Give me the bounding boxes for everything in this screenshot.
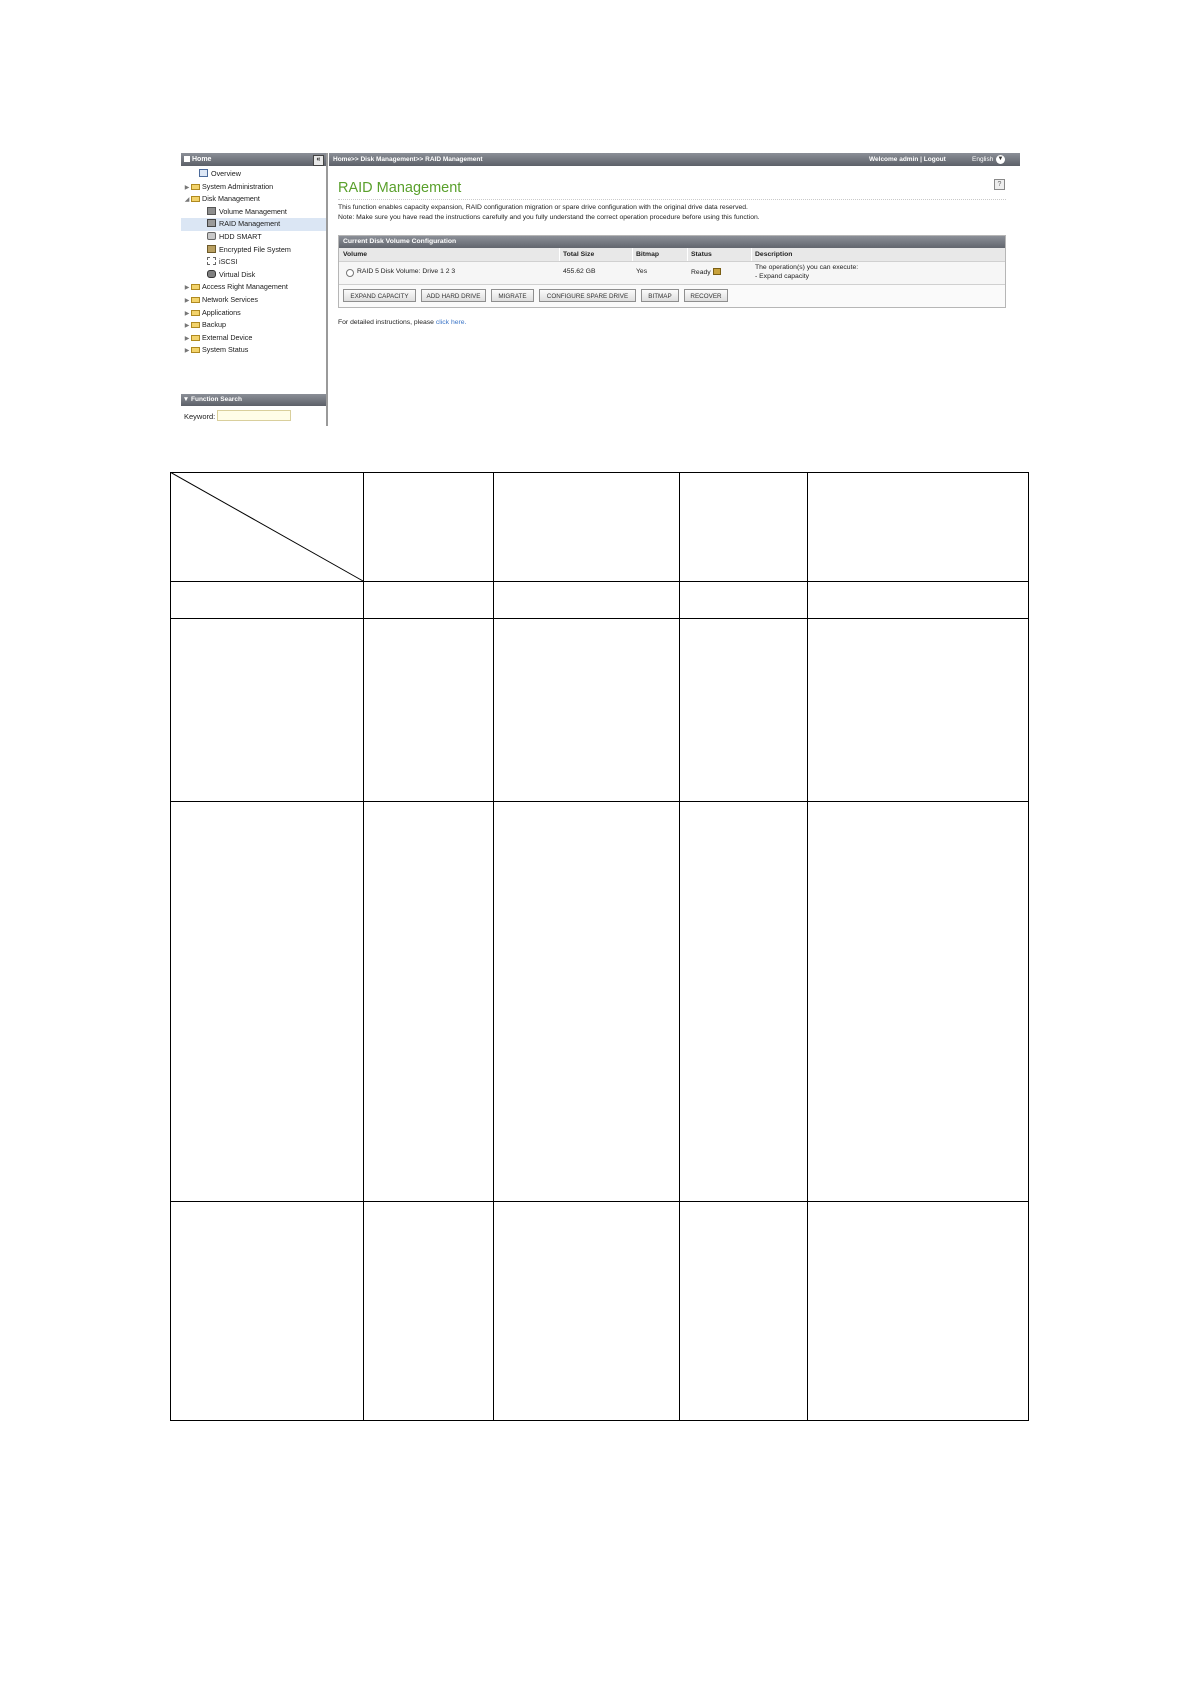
keyword-input[interactable]	[217, 410, 291, 421]
language-select[interactable]: English	[972, 156, 994, 163]
table-border	[171, 473, 1029, 1421]
instructions-prefix: For detailed instructions, please	[338, 319, 436, 326]
lock-icon	[713, 268, 721, 275]
sidebar-item[interactable]	[181, 281, 326, 294]
hdd-icon	[207, 232, 216, 240]
sidebar-item-label: RAID Management	[219, 219, 281, 229]
raid-icon	[207, 219, 216, 227]
volume-radio[interactable]	[346, 269, 354, 277]
volume-configuration-panel	[338, 235, 1006, 308]
raid-management-screenshot	[181, 153, 1020, 426]
sidebar-item[interactable]	[181, 218, 326, 231]
description-line-1: The operation(s) you can execute:	[755, 264, 859, 271]
bitmap-button[interactable]: BITMAP	[641, 289, 679, 302]
sidebar-item[interactable]	[181, 332, 326, 345]
home-icon	[184, 156, 190, 162]
expand-arrow-icon[interactable]: ▶	[184, 310, 190, 317]
sidebar-header	[181, 153, 326, 166]
volume-icon	[207, 207, 216, 215]
overview-icon	[199, 169, 208, 177]
description-value	[755, 263, 858, 281]
keyword-label: Keyword:	[184, 412, 216, 421]
folder-icon	[191, 284, 200, 290]
folder-icon	[191, 184, 200, 190]
panel-title: Current Disk Volume Configuration	[339, 236, 1005, 248]
sidebar-item-label: Encrypted File System	[219, 244, 291, 254]
sidebar-item-label: HDD SMART	[219, 231, 262, 241]
volume-name: RAID 5 Disk Volume: Drive 1 2 3	[357, 268, 456, 275]
chevron-down-icon[interactable]: ▼	[997, 156, 1004, 162]
expand-arrow-icon[interactable]: ▶	[184, 285, 190, 292]
sidebar-item-label: Disk Management	[202, 194, 260, 204]
folder-icon	[191, 310, 200, 316]
migrate-button[interactable]: MIGRATE	[491, 289, 534, 302]
action-buttons	[339, 285, 1005, 307]
column-divider	[559, 248, 560, 261]
column-divider	[687, 248, 688, 261]
title-divider	[338, 199, 1006, 200]
empty-grid-table	[170, 472, 1029, 1422]
sidebar-item[interactable]	[181, 269, 326, 282]
expand-arrow-icon[interactable]: ▶	[184, 184, 190, 191]
function-search-header[interactable]	[181, 394, 326, 406]
sidebar-item-label: External Device	[202, 332, 253, 342]
sidebar-item-label: Virtual Disk	[219, 269, 256, 279]
col-volume: Volume	[343, 251, 368, 258]
expand-arrow-icon[interactable]: ◢	[184, 197, 190, 204]
page-title: RAID Management	[338, 180, 462, 196]
folder-icon	[191, 196, 200, 202]
sidebar-item-label: Backup	[202, 320, 226, 330]
sidebar-item-label: Volume Management	[219, 206, 287, 216]
folder-icon	[191, 322, 200, 328]
sidebar-item[interactable]	[181, 168, 326, 181]
virtual-disk-icon	[207, 270, 216, 278]
folder-icon	[191, 347, 200, 353]
sidebar	[181, 153, 328, 426]
sidebar-item-label: System Administration	[202, 181, 274, 191]
sidebar-item[interactable]	[181, 319, 326, 332]
sidebar-item-label: Network Services	[202, 294, 258, 304]
encrypted-icon	[207, 245, 216, 253]
expand-capacity-button[interactable]: EXPAND CAPACITY	[343, 289, 416, 302]
breadcrumb[interactable]: Home>> Disk Management>> RAID Management	[333, 156, 483, 163]
sidebar-item-label: Access Right Management	[202, 282, 288, 292]
triangle-down-icon: ▼	[182, 396, 190, 403]
col-bitmap: Bitmap	[636, 251, 660, 258]
function-search-row	[184, 410, 291, 421]
table-header	[339, 248, 1005, 262]
column-divider	[632, 248, 633, 261]
page-note: Note: Make sure you have read the instructions carefully and you fully understand the correct operation procedure before using this function.	[338, 214, 760, 221]
sidebar-item[interactable]	[181, 231, 326, 244]
expand-arrow-icon[interactable]: ▶	[184, 323, 190, 330]
sidebar-item[interactable]	[181, 307, 326, 320]
configure-spare-drive-button[interactable]: CONFIGURE SPARE DRIVE	[539, 289, 636, 302]
sidebar-item[interactable]	[181, 193, 326, 206]
navigation-tree	[181, 166, 326, 357]
column-divider	[751, 248, 752, 261]
sidebar-item-label: System Status	[202, 345, 249, 355]
total-size: 455.62 GB	[563, 268, 596, 275]
folder-icon	[191, 297, 200, 303]
welcome-logout[interactable]: Welcome admin | Logout	[869, 156, 946, 163]
sidebar-item-label: Applications	[202, 307, 241, 317]
table-row[interactable]	[339, 262, 1005, 285]
sidebar-item[interactable]	[181, 244, 326, 257]
instructions-link[interactable]: click here.	[435, 319, 467, 326]
sidebar-item[interactable]	[181, 294, 326, 307]
help-icon[interactable]: ?	[994, 179, 1005, 190]
top-bar	[329, 153, 1020, 166]
add-hard-drive-button[interactable]: ADD HARD DRIVE	[421, 289, 486, 302]
bitmap-value: Yes	[636, 268, 648, 275]
description-line-2: - Expand capacity	[755, 273, 810, 280]
col-total-size: Total Size	[563, 251, 595, 258]
sidebar-item-label: Overview	[211, 169, 241, 178]
col-description: Description	[755, 251, 793, 258]
expand-arrow-icon[interactable]: ▶	[184, 297, 190, 304]
function-search-title: Function Search	[191, 396, 242, 403]
col-status: Status	[691, 251, 712, 258]
sidebar-item[interactable]	[181, 206, 326, 219]
instructions-text	[338, 319, 466, 326]
sidebar-item[interactable]	[181, 181, 326, 194]
expand-arrow-icon[interactable]: ▶	[184, 335, 190, 342]
main-pane	[329, 153, 1020, 426]
sidebar-item[interactable]	[181, 344, 326, 357]
diagonal-header-line	[170, 472, 363, 581]
sidebar-item-label: iSCSI	[219, 257, 238, 267]
page-description: This function enables capacity expansion, RAID configuration migration or spare drive configuration with the original drive data reserved.	[338, 204, 748, 211]
status-value	[691, 268, 721, 276]
recover-button[interactable]: RECOVER	[684, 289, 728, 302]
status-text: Ready	[691, 269, 711, 276]
collapse-icon[interactable]: «	[313, 155, 324, 166]
expand-arrow-icon[interactable]: ▶	[184, 348, 190, 355]
grid-lines	[170, 472, 1029, 1422]
iscsi-icon	[207, 257, 216, 265]
sidebar-item[interactable]	[181, 256, 326, 269]
sidebar-header-label: Home	[192, 156, 212, 163]
folder-icon	[191, 335, 200, 341]
